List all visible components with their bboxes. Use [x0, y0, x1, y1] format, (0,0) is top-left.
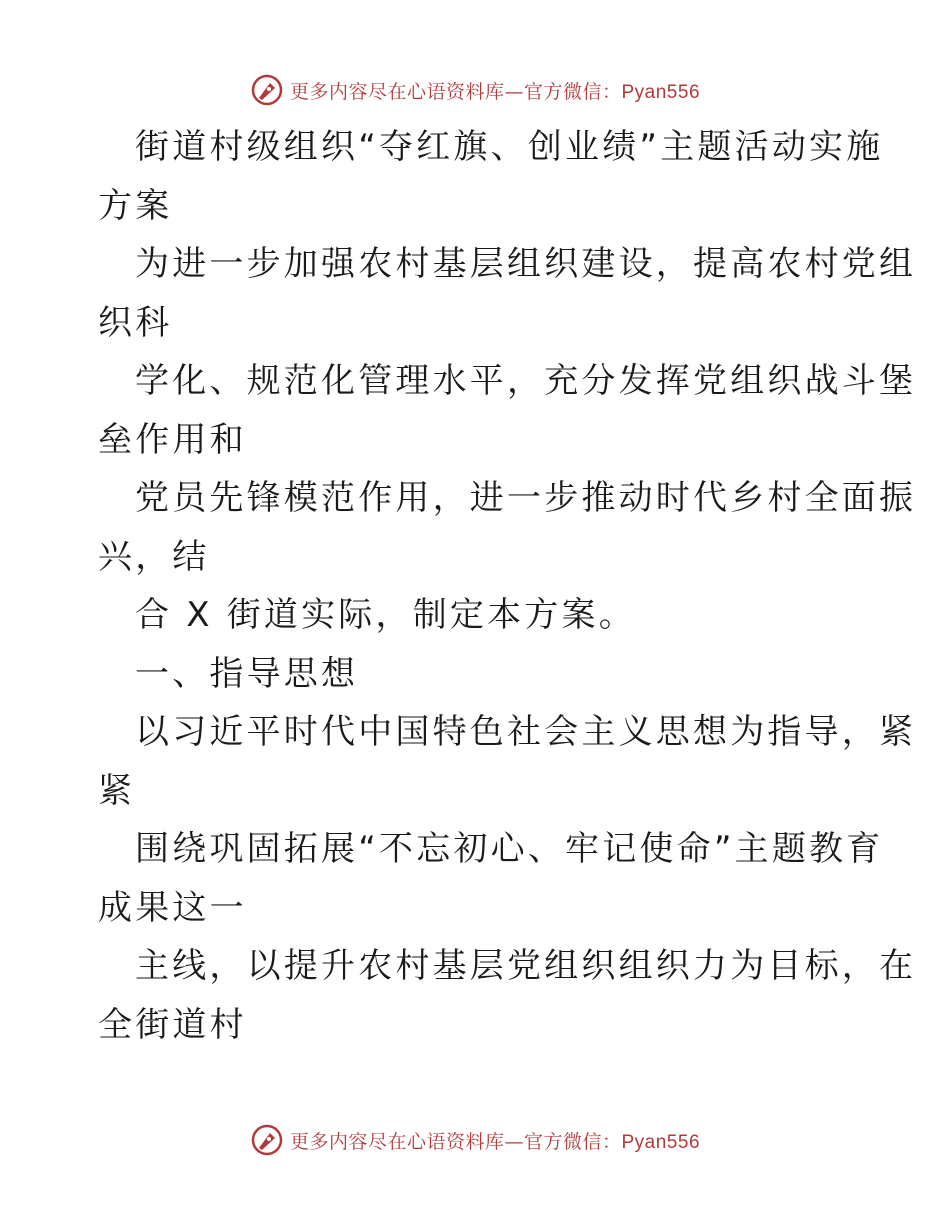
watermark-text	[290, 1127, 700, 1154]
text-line: 党员先锋模范作用，进一步推动时代乡村全面振	[135, 478, 917, 518]
text-line: 垒作用和	[98, 419, 247, 460]
text-line: 紧	[98, 770, 136, 811]
text-line: 围绕巩固拓展“不忘初心、牢记使命”主题教育	[135, 829, 884, 869]
text-line: 为进一步加强农村基层组织建设，提高农村党组	[135, 244, 917, 284]
pen-nib-logo-icon	[250, 73, 284, 107]
text-line: 织科	[98, 302, 173, 343]
text-line: 学化、规范化管理水平，充分发挥党组织战斗堡	[135, 361, 917, 401]
text-line: 主线，以提升农村基层党组织组织力为目标，在	[135, 946, 917, 986]
watermark-wechat-id: Pyan556	[621, 81, 701, 103]
text-line: 全街道村	[98, 1004, 247, 1045]
pen-nib-logo-icon	[250, 1123, 284, 1157]
header-watermark	[0, 70, 950, 110]
document-body	[98, 118, 917, 1054]
watermark-wechat-id: Pyan556	[621, 1131, 701, 1153]
watermark-text	[290, 77, 700, 104]
text-line: 合 X 街道实际，制定本方案。	[135, 595, 636, 635]
text-line: 街道村级组织“夺红旗、创业绩”主题活动实施	[135, 127, 884, 167]
text-line: 成果这一	[98, 887, 247, 928]
text-line: 以习近平时代中国特色社会主义思想为指导，紧	[135, 712, 917, 752]
watermark-label: 更多内容尽在心语资料库—官方微信：	[289, 80, 622, 103]
footer-watermark	[0, 1120, 950, 1160]
section-heading: 一、指导思想	[135, 653, 359, 694]
text-line: 兴，结	[98, 536, 210, 577]
text-line: 方案	[98, 185, 173, 226]
watermark-label: 更多内容尽在心语资料库—官方微信：	[289, 1130, 622, 1153]
